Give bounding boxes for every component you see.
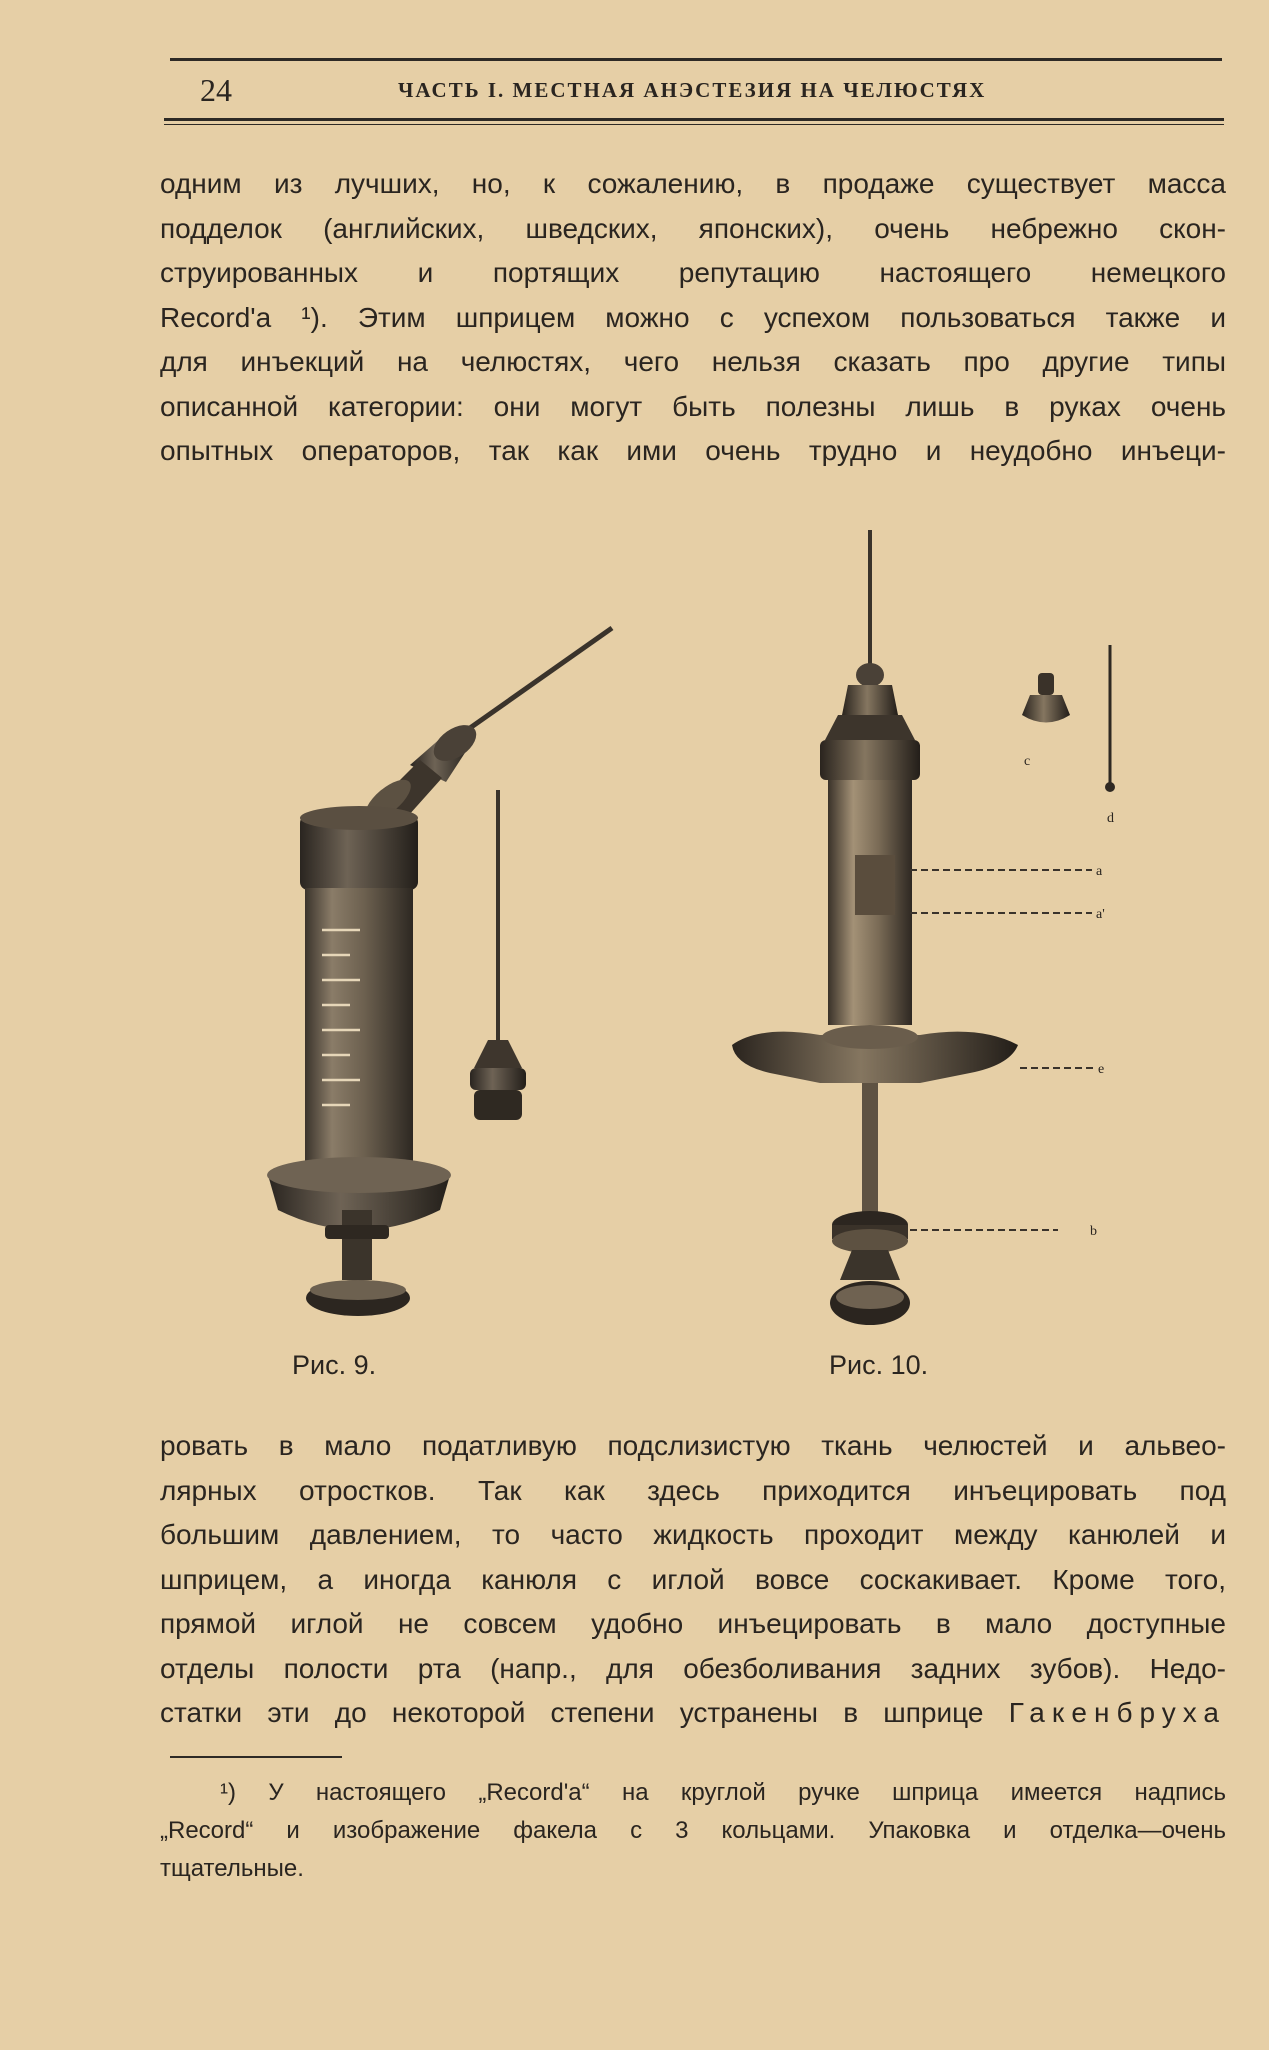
label-d: d (1107, 811, 1114, 826)
header-title: ЧАСТЬ I. МЕСТНАЯ АНЭСТЕЗИЯ НА ЧЕЛЮСТЯХ (398, 78, 987, 102)
author-name-spaced: Гакенбруха (1008, 1697, 1227, 1728)
text-fragment: статки эти до некоторой степени устранены в шприце (160, 1697, 984, 1728)
text-line: описанной категории: они могут быть полезны лишь в руках очень (160, 390, 1226, 422)
label-a: a (1096, 864, 1103, 879)
figure-10-caption: Рис. 10. (829, 1350, 929, 1380)
body-text-top (160, 162, 1226, 474)
text-line-last (160, 1691, 1226, 1736)
label-e: e (1098, 1062, 1105, 1077)
header-top-rule (170, 58, 1222, 61)
header-bottom-rule-thin (164, 124, 1224, 125)
text-line: опытных операторов, так как ими очень трудно и неудобно инъеци- (160, 435, 1226, 466)
running-head (170, 72, 1220, 112)
label-a-prime: a' (1096, 907, 1105, 922)
text-line: прямой иглой не совсем удобно инъецировать в мало доступные (160, 1608, 1226, 1639)
label-c: c (1024, 754, 1031, 769)
footnote-line: „Record“ и изображение факела с 3 кольцами. Упаковка и отделка—очень (160, 1817, 1226, 1844)
text-line: подделок (английских, шведских, японских), очень небрежно скон- (160, 212, 1226, 244)
text-line: для инъекций на челюстях, чего нельзя сказать про другие типы (160, 346, 1226, 377)
figure-10-syringe-illustration (720, 525, 1140, 1335)
text-line: ровать в мало податливую подслизистую ткань челюстей и альвео- (160, 1430, 1226, 1461)
text-line: большим давлением, то часто жидкость проходит между канюлей и (160, 1519, 1226, 1550)
figure-9-syringe-illustration (250, 610, 650, 1330)
figure-9-caption: Рис. 9. (292, 1350, 377, 1380)
footnote-line: тщательные. (160, 1855, 304, 1882)
body-text-bottom (160, 1424, 1226, 1736)
header-bottom-rule (164, 118, 1224, 121)
footnote-rule (170, 1756, 342, 1758)
text-line: одним из лучших, но, к сожалению, в продаже существует масса (160, 168, 1226, 199)
label-b: b (1090, 1224, 1097, 1239)
text-line: струированных и портящих репутацию настоящего немецкого (160, 257, 1226, 288)
page-number: 24 (200, 72, 232, 108)
text-line: лярных отростков. Так как здесь приходится инъецировать под (160, 1474, 1226, 1506)
footnote-line: ¹) У настоящего „Record'a“ на круглой ручке шприца имеется надпись (220, 1779, 1226, 1806)
footnote (160, 1774, 1226, 1888)
text-line: Record'a ¹). Этим шприцем можно с успехом пользоваться также и (160, 301, 1226, 333)
text-line: отделы полости рта (напр., для обезболивания задних зубов). Недо- (160, 1652, 1226, 1684)
text-line: шприцем, а иногда канюля с иглой вовсе соскакивает. Кроме того, (160, 1563, 1226, 1595)
